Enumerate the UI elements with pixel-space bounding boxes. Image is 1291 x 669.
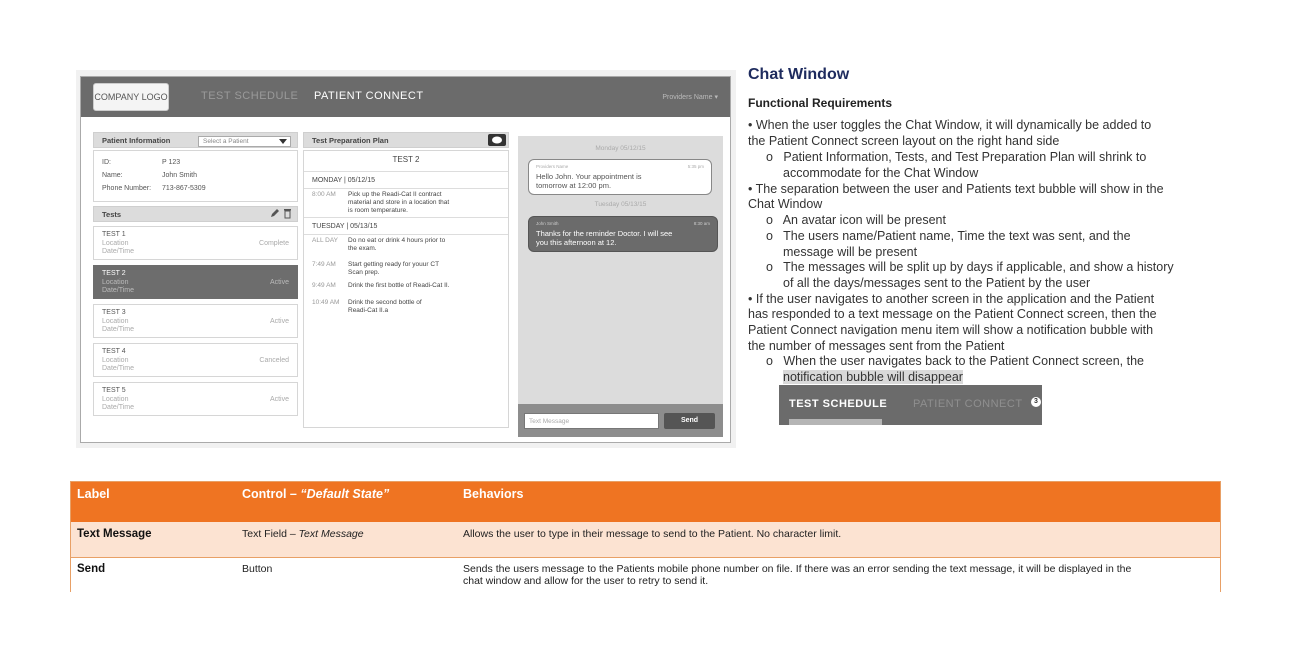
header-control: Control – “Default State” [242,487,390,501]
tab-test-schedule[interactable]: TEST SCHEDULE [789,398,888,410]
table-row [71,558,1220,592]
divider [304,217,508,218]
name-value: John Smith [162,172,198,179]
test-datetime: Date/Time [102,404,135,411]
wireframe-mockup [76,70,736,448]
edit-pencil-icon[interactable] [270,208,280,221]
functional-requirements-heading: Functional Requirements [748,96,893,110]
test-location: Location [102,357,129,364]
tests-header [93,206,298,222]
prep-step: Drink the first bottle of Readi-Cat II. [348,282,450,289]
test-item[interactable] [93,304,298,338]
patient-info-header [93,132,298,148]
bubble-sender: Providers Name [536,164,569,169]
requirement-sub-bullet: o Patient Information, Tests, and Test Preparation Plan will shrink to [766,150,1147,164]
requirement-sub-bullet: o The messages will be split up by days if applicable, and show a history [766,260,1174,274]
prep-step: Drink the second bottle of Readi-Cat II.a [348,299,422,314]
test-name: TEST 2 [102,270,126,277]
trash-icon[interactable] [283,208,292,221]
requirement-bullet: • When the user toggles the Chat Window, it will dynamically be added to [748,118,1152,132]
test-item[interactable] [93,226,298,260]
test-location: Location [102,396,129,403]
requirement-line: notification bubble will disappear [783,370,963,384]
patient-select[interactable] [198,136,291,147]
test-status: Canceled [259,357,289,364]
requirement-line: message will be present [783,245,918,259]
test-name: TEST 3 [102,309,126,316]
requirement-line: Patient Connect navigation menu item will show a notification bubble with [748,323,1154,337]
chat-window-heading: Chat Window [748,66,850,83]
requirement-line: of all the days/messages sent to the Patient by the user [783,276,1091,290]
prep-time: 10:49 AM [312,299,340,306]
header-behaviors: Behaviors [463,487,524,501]
chat-toggle-icon[interactable] [488,134,506,146]
prep-plan-box [303,150,509,428]
divider [304,234,508,235]
requirement-line: accommodate for the Chat Window [783,166,979,180]
notification-badge: 3 [1031,397,1041,407]
id-label: ID: [102,159,111,166]
test-datetime: Date/Time [102,287,135,294]
requirement-line: Chat Window [748,197,823,211]
requirement-line: the number of messages sent from the Patient [748,339,1005,353]
chat-bubble-incoming [528,159,712,195]
cell-control: Button [242,563,273,575]
requirement-sub-bullet: o When the user navigates back to the Patient Connect screen, the [766,354,1145,368]
requirement-line: has responded to a text message on the Patient Connect screen, then the [748,307,1157,321]
bubble-time: 8:30 am [693,221,710,226]
chat-window [518,136,723,404]
prep-step: Start getting ready for youur CT Scan prep. [348,261,440,276]
test-datetime: Date/Time [102,248,135,255]
behaviors-table [70,481,1221,592]
requirement-sub-bullet: o An avatar icon will be present [766,213,946,227]
name-label: Name: [102,172,123,179]
chat-bubble-outgoing [528,216,718,252]
divider [304,171,508,172]
header-label: Label [77,487,110,501]
requirement-sub-bullet: o The users name/Patient name, Time the text was sent, and the [766,229,1131,243]
text-message-input[interactable] [524,413,659,429]
bubble-time: 5:35 pm [687,164,704,169]
chat-day-label: Monday 05/12/15 [595,145,646,152]
bubble-sender: John Smith [536,221,559,226]
cell-label: Send [77,563,106,575]
chat-day-label: Tuesday 05/13/15 [594,201,647,208]
patient-select-value: Select a Patient [203,138,249,145]
test-location: Location [102,318,129,325]
send-button[interactable]: Send [664,413,715,429]
test-status: Complete [259,240,289,247]
phone-label: Phone Number: [102,185,152,192]
tests-title: Tests [102,210,122,219]
prep-time: 8:00 AM [312,191,336,198]
prep-test-name: TEST 2 [392,155,420,164]
active-tab-indicator [789,419,882,425]
tab-test-schedule[interactable]: TEST SCHEDULE [201,90,299,102]
requirement-bullet: • The separation between the user and Patients text bubble will show in the [748,182,1164,196]
test-status: Active [269,396,289,403]
test-item[interactable] [93,343,298,377]
top-navbar [81,77,730,117]
test-name: TEST 1 [102,231,126,238]
tab-patient-connect[interactable]: PATIENT CONNECT [913,398,1023,410]
tab-patient-connect[interactable]: PATIENT CONNECT [314,90,424,102]
test-datetime: Date/Time [102,365,135,372]
prep-step: Pick up the Readi-Cat II contract material and store in a location that is room temperature. [348,191,450,214]
cell-label: Text Message [77,528,152,540]
phone-value: 713-867-5309 [162,185,206,192]
test-status: Active [269,279,289,286]
requirement-line: the Patient Connect screen layout on the right hand side [748,134,1060,148]
company-logo: COMPANY LOGO [93,83,169,111]
cell-behavior: Allows the user to type in their message to send to the Patient. No character limit. [463,528,842,540]
table-header [71,482,1220,522]
requirement-bullet: • If the user navigates to another screen in the application and the Patient [748,292,1155,306]
test-item-selected[interactable] [93,265,298,299]
prep-plan-title: Test Preparation Plan [312,136,389,145]
text-message-placeholder: Text Message [529,418,570,425]
chat-input-bar [518,404,723,437]
patient-info-title: Patient Information [102,136,171,145]
divider [304,188,508,189]
prep-day-tuesday: TUESDAY | 05/13/15 [312,223,378,230]
prep-day-monday: MONDAY | 05/12/15 [312,177,376,184]
bubble-text: Hello John. Your appointment is tomorrow at 12:00 pm. [536,172,642,190]
cell-control: Text Field – Text Message [242,528,364,540]
tests-list [93,226,298,421]
test-name: TEST 5 [102,387,126,394]
prep-time: 7:49 AM [312,261,336,268]
chevron-down-icon [279,139,287,144]
test-location: Location [102,240,129,247]
test-item[interactable] [93,382,298,416]
test-datetime: Date/Time [102,326,135,333]
test-status: Active [269,318,289,325]
table-row [71,522,1220,558]
patient-info-box [93,150,298,202]
prep-step: Do no eat or drink 4 hours prior to the exam. [348,237,446,252]
providers-menu[interactable]: Providers Name ▾ [662,94,718,101]
id-value: P 123 [162,159,181,166]
cell-behavior: Sends the users message to the Patients mobile phone number on file. If there was an error sending the text message, it will be displayed in the chat window and allow for the user to retry to send it. [463,563,1132,587]
prep-time: ALL DAY [312,237,339,244]
bubble-text: Thanks for the reminder Doctor. I will see you this afternoon at 12. [536,229,673,247]
test-location: Location [102,279,129,286]
prep-time: 9:49 AM [312,282,336,289]
app-window [80,76,731,443]
test-name: TEST 4 [102,348,126,355]
prep-plan-header [303,132,509,148]
mini-navbar-example [779,385,1042,425]
